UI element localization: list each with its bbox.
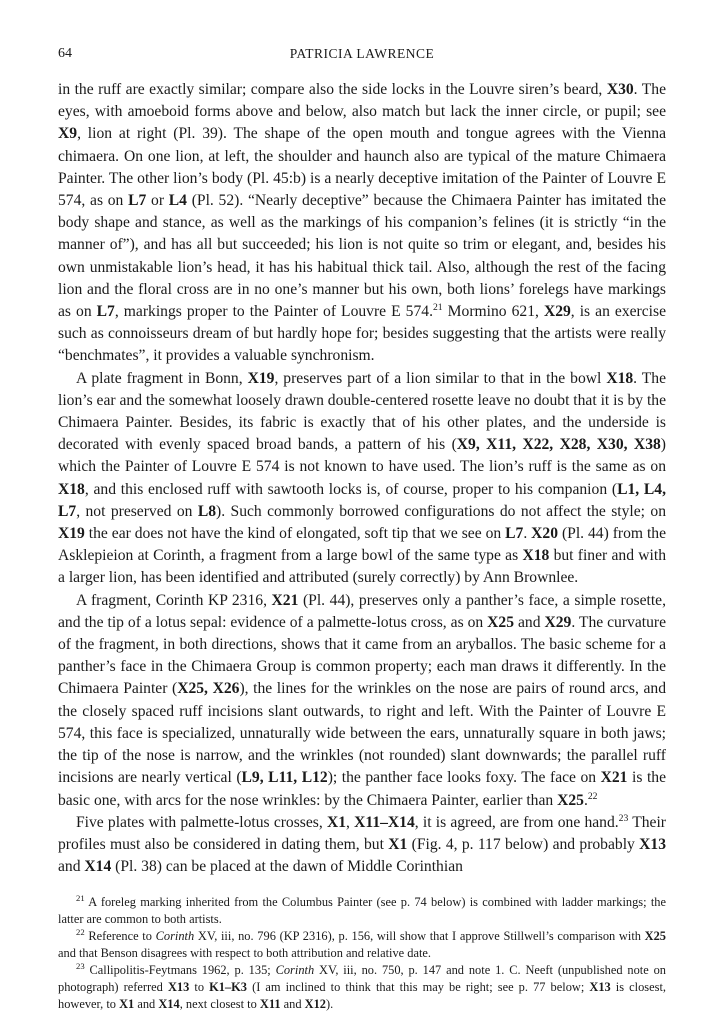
catalogue-ref: X21 <box>271 591 299 609</box>
text-run: (Pl. 52). “Nearly deceptive” because the Chimaera Painter has imitated the body shape and stance, as well as the markings of his companion’s felines (it is strictly “in the manner of”), and has all but succeeded; his lion is not quite so trim or elegant, and, besides his own unmistakable lion’s head, it has his habitual thick tail. Also, although the rest of the facing lion and the floral cross are in no one’s manner but his own, both lions’ forelegs have markings as on <box>58 192 666 321</box>
text-run: the ear does not have the kind of elongated, soft tip that we see on <box>84 525 506 543</box>
catalogue-ref: K1–K3 <box>209 979 247 994</box>
text-run: (I am inclined to think that this may be right; see p. 77 below; <box>247 979 590 994</box>
text-run: A fragment, Corinth KP 2316, <box>76 591 272 609</box>
footnote <box>58 962 666 1013</box>
text-run: A foreleg marking inherited from the Columbus Painter (see p. 74 below) is combined with ladder markings; the latter are common to both artists. <box>58 895 666 927</box>
catalogue-ref: X19 <box>247 369 275 387</box>
footnote-ref: 21 <box>76 893 85 904</box>
catalogue-ref: X20 <box>531 525 559 543</box>
catalogue-ref: X25 <box>557 791 584 809</box>
catalogue-ref: X18 <box>606 369 634 387</box>
catalogue-ref: X29 <box>544 613 572 631</box>
text-run: , <box>346 813 355 831</box>
body-text <box>58 79 666 878</box>
text-run: , it is agreed, are from one hand. <box>414 813 619 831</box>
text-run: Their profiles must also be considered in dating them, but <box>58 813 666 853</box>
catalogue-ref: L1, L4, L7 <box>58 480 667 520</box>
document-page <box>58 46 666 1013</box>
catalogue-ref: X1 <box>388 835 408 853</box>
footnote-ref: 23 <box>618 812 629 824</box>
catalogue-ref: X29 <box>543 303 571 321</box>
running-title: PATRICIA LAWRENCE <box>289 46 435 61</box>
text-run: and <box>514 613 545 631</box>
catalogue-ref: X30 <box>606 81 634 98</box>
text-run: . The curvature of the fragment, in both directions, shows that it came from an aryballos. The basic scheme for a panther’s face in the Chimaera Group is common property; each man draws it differently. In the Chimaera Painter ( <box>58 613 667 698</box>
text-run: (Pl. 44) from the Asklepieion at Corinth, a fragment from a large bowl of the same type as <box>58 525 667 565</box>
catalogue-ref: X18 <box>58 480 85 498</box>
catalogue-ref: L7 <box>128 192 147 210</box>
catalogue-ref: X13 <box>167 979 190 994</box>
text-run: ). <box>325 996 334 1011</box>
footnote <box>58 894 666 928</box>
catalogue-ref: X14 <box>158 996 180 1011</box>
text-run: , markings proper to the Painter of Louvre E 574. <box>114 303 433 321</box>
text-run: . <box>583 791 588 809</box>
text-run: . <box>523 525 532 543</box>
catalogue-ref: X11 <box>259 996 281 1011</box>
italic-title: Corinth <box>155 929 195 944</box>
text-run: Mormino 621, <box>442 303 544 321</box>
catalogue-ref: X14 <box>84 858 112 876</box>
text-run: , is an exercise such as connoisseurs dream of but hardly hope for; besides suggesting that the artists were really “benchmates”, it provides a valuable synchronism. <box>58 303 666 365</box>
catalogue-ref: X25 <box>644 929 666 944</box>
text-run: XV, iii, no. 796 (KP 2316), p. 156, will show that I approve Stillwell’s comparison with <box>194 929 645 944</box>
footnote-ref: 23 <box>76 960 85 971</box>
text-run: A plate fragment in Bonn, <box>76 369 248 387</box>
text-run: in the ruff are exactly similar; compare also the side locks in the Louvre siren’s beard, <box>58 81 607 98</box>
catalogue-ref: X1 <box>326 813 347 831</box>
footnote-ref: 22 <box>587 790 598 802</box>
catalogue-ref: L7 <box>505 525 524 543</box>
catalogue-ref: X18 <box>522 547 550 565</box>
running-header <box>58 46 666 68</box>
text-run: , preserves part of a lion similar to that in the bowl <box>274 369 607 387</box>
catalogue-ref: X13 <box>589 979 611 994</box>
paragraph <box>58 79 666 368</box>
text-run: , next closest to <box>179 996 260 1011</box>
catalogue-ref: X19 <box>58 525 85 543</box>
text-run: to <box>189 979 210 994</box>
text-run: (Fig. 4, p. 117 below) and probably <box>407 835 640 853</box>
text-run: is closest, however, to <box>58 979 666 1011</box>
page-number: 64 <box>58 46 72 61</box>
text-run: , lion at right (Pl. 39). The shape of the open mouth and tongue agrees with the Vienna chimaera. On one lion, at left, the shoulder and haunch also are typical of the mature Chimaera Painter. The other lion’s body (Pl. 45:b) is a nearly deceptive imitation of the Painter of Louvre E 574, as on <box>58 125 666 210</box>
catalogue-ref: L4 <box>168 192 187 210</box>
text-run: Callipolitis-Feytmans 1962, p. 135; <box>84 962 276 977</box>
text-run: and <box>134 996 159 1011</box>
text-run: Five plates with palmette-lotus crosses, <box>76 813 327 831</box>
text-run: ) which the Painter of Louvre E 574 is not known to have used. The lion’s ruff is the same as on <box>58 436 666 476</box>
footnotes <box>58 894 666 1012</box>
catalogue-ref: X25 <box>487 613 515 631</box>
text-run: XV, iii, no. 750, p. 147 and note 1. C. Neeft (unpublished note on photograph) referred <box>58 962 666 994</box>
catalogue-ref: X25, X26 <box>177 680 240 698</box>
paragraph <box>58 368 666 590</box>
text-run: . The lion’s ear and the somewhat loosely drawn double-centered rosette leave no doubt that it is by the Chimaera Painter. Besides, its fabric is exactly that of his other plates, and the underside is decorated with evenly spaced broad bands, a pattern of his ( <box>58 369 666 454</box>
catalogue-ref: L9, L11, L12 <box>241 769 328 787</box>
catalogue-ref: X9 <box>58 125 78 143</box>
text-run: ). Such commonly borrowed configurations do not affect the style; on <box>216 502 667 520</box>
paragraph <box>58 590 666 812</box>
text-run: and that Benson disagrees with respect to both attribution and relative date. <box>58 946 431 961</box>
text-run: Reference to <box>84 929 156 944</box>
text-run: ); the panther face looks foxy. The face on <box>327 769 601 787</box>
text-run: and <box>58 858 85 876</box>
text-run: is the basic one, with arcs for the nose wrinkles: by the Chimaera Painter, earlier than <box>58 769 667 809</box>
italic-title: Corinth <box>275 962 315 977</box>
text-run: , not preserved on <box>76 502 198 520</box>
catalogue-ref: X11–X14 <box>354 813 415 831</box>
text-run: or <box>146 192 169 210</box>
text-run: . The eyes, with amoeboid forms above and below, also match but lack the inner circle, or pupil; see <box>58 81 667 121</box>
footnote <box>58 928 666 962</box>
catalogue-ref: L7 <box>96 303 115 321</box>
footnote-ref: 21 <box>432 301 443 313</box>
catalogue-ref: X21 <box>600 769 628 787</box>
catalogue-ref: L8 <box>197 502 217 520</box>
catalogue-ref: X13 <box>639 835 666 853</box>
catalogue-ref: X12 <box>304 996 326 1011</box>
text-run: (Pl. 38) can be placed at the dawn of Middle Corinthian <box>111 858 463 876</box>
text-run: , and this enclosed ruff with sawtooth locks is, of course, proper to his companion ( <box>84 480 618 498</box>
footnote-ref: 22 <box>76 927 85 937</box>
text-run: but finer and with a larger lion, has been identified and attributed (surely correctly) by Ann Brownlee. <box>58 547 666 587</box>
catalogue-ref: X1 <box>119 996 135 1011</box>
text-run: (Pl. 44), preserves only a panther’s face, a simple rosette, and the tip of a lotus sepal: evidence of a palmette-lotus cross, as on <box>58 591 666 631</box>
paragraph <box>58 812 666 879</box>
text-run: ), the lines for the wrinkles on the nose are pairs of round arcs, and the closely spaced ruff incisions slant outwards, to right and left. With the Painter of Louvre E 574, this face is specialized, unnaturally wide between the ears, unnaturally square in both jaws; the tip of the nose is narrow, and the wrinkles (not rounded) slant downwards; the parallel ruff incisions are nearly vertical ( <box>58 680 666 787</box>
catalogue-ref: X9, X11, X22, X28, X30, X38 <box>456 436 661 454</box>
text-run: and <box>280 996 305 1011</box>
